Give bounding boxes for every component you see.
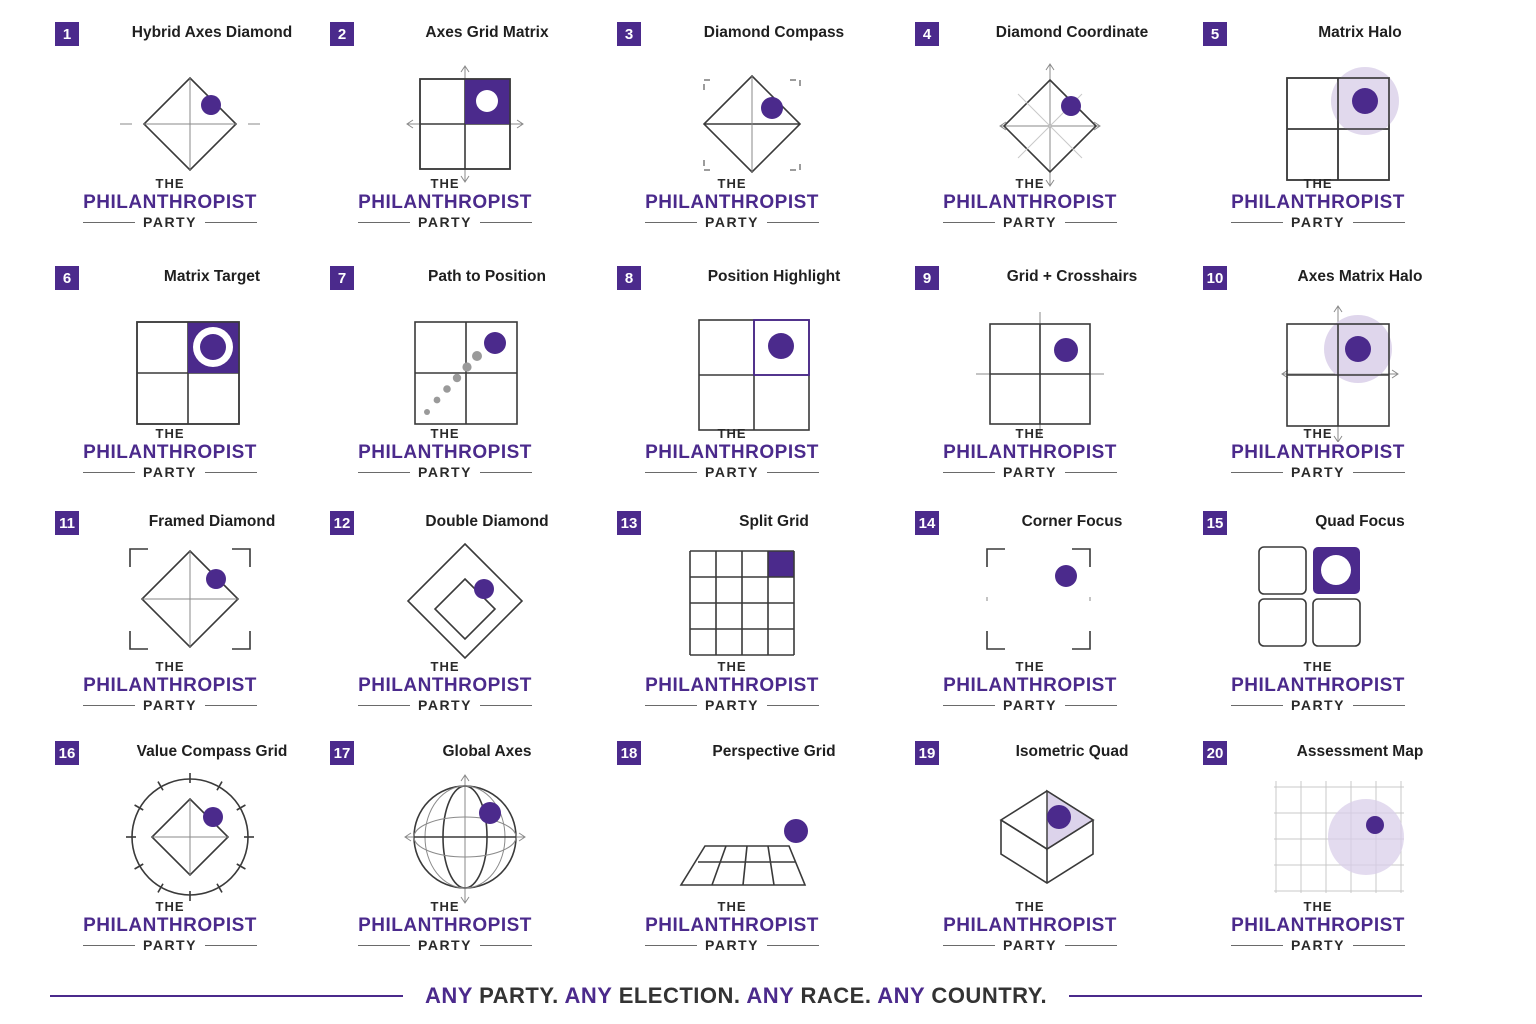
- wordmark-party: PARTY: [143, 214, 197, 230]
- wordmark-rule: [943, 945, 995, 946]
- wordmark-the: THE: [1303, 176, 1333, 191]
- concept-title: Diamond Coordinate: [995, 24, 1149, 41]
- wordmark-party: PARTY: [705, 937, 759, 953]
- wordmark-rule: [1231, 945, 1283, 946]
- logo-concept-card: [617, 266, 907, 506]
- wordmark-rule: [480, 945, 532, 946]
- party-wordmark: [330, 426, 560, 480]
- perspective-grid-icon: [662, 767, 862, 917]
- tagline-part: COUNTRY.: [924, 983, 1048, 1008]
- concept-number: 9: [915, 266, 939, 290]
- wordmark-rule: [1353, 472, 1405, 473]
- wordmark-the: THE: [430, 659, 460, 674]
- concept-number: 8: [617, 266, 641, 290]
- party-wordmark: [1203, 426, 1433, 480]
- tagline-part: ANY: [877, 983, 925, 1008]
- wordmark-the: THE: [717, 659, 747, 674]
- wordmark-party-row: [330, 464, 560, 480]
- concept-number: 6: [55, 266, 79, 290]
- wordmark-rule: [1231, 222, 1283, 223]
- wordmark-rule: [767, 945, 819, 946]
- wordmark-party: PARTY: [1003, 937, 1057, 953]
- wordmark-rule: [1353, 945, 1405, 946]
- logo-concept-card: [1203, 266, 1493, 506]
- axes-matrix-halo-icon: [1248, 292, 1448, 442]
- wordmark-name: PHILANTHROPIST: [83, 192, 257, 213]
- tagline-part: ANY: [424, 983, 473, 1008]
- wordmark-the: THE: [1015, 659, 1045, 674]
- wordmark-party: PARTY: [705, 214, 759, 230]
- wordmark-party: PARTY: [1291, 464, 1345, 480]
- tagline-rule-left: [50, 995, 403, 997]
- wordmark-rule: [205, 222, 257, 223]
- wordmark-name: PHILANTHROPIST: [645, 442, 819, 463]
- wordmark-party: PARTY: [143, 937, 197, 953]
- wordmark-rule: [1353, 222, 1405, 223]
- wordmark-rule: [83, 705, 135, 706]
- logo-concept-card: [330, 266, 620, 506]
- party-wordmark: [330, 659, 560, 713]
- logo-concept-card: [915, 22, 1205, 262]
- wordmark-rule: [358, 222, 410, 223]
- concept-number: 15: [1203, 511, 1227, 535]
- wordmark-rule: [767, 472, 819, 473]
- logo-concept-card: [1203, 22, 1493, 262]
- concept-title: Axes Grid Matrix: [425, 24, 549, 41]
- concept-title: Axes Matrix Halo: [1297, 268, 1423, 285]
- wordmark-the: THE: [1303, 899, 1333, 914]
- party-wordmark: [1203, 176, 1433, 230]
- wordmark-party-row: [1203, 937, 1433, 953]
- wordmark-party: PARTY: [418, 697, 472, 713]
- wordmark-name: PHILANTHROPIST: [645, 192, 819, 213]
- logo-concept-card: [915, 266, 1205, 506]
- wordmark-party: PARTY: [418, 464, 472, 480]
- wordmark-party-row: [330, 937, 560, 953]
- wordmark-name: PHILANTHROPIST: [1231, 442, 1405, 463]
- concept-number: 3: [617, 22, 641, 46]
- concept-title: Diamond Compass: [703, 24, 845, 41]
- wordmark-the: THE: [1015, 899, 1045, 914]
- wordmark-name: PHILANTHROPIST: [645, 915, 819, 936]
- concept-number: 4: [915, 22, 939, 46]
- wordmark-rule: [205, 472, 257, 473]
- wordmark-party: PARTY: [1003, 697, 1057, 713]
- grid-crosshairs-icon: [960, 292, 1160, 442]
- value-compass-grid-icon: [100, 767, 300, 917]
- party-wordmark: [915, 176, 1145, 230]
- wordmark-party-row: [617, 464, 847, 480]
- wordmark-party: PARTY: [1291, 697, 1345, 713]
- wordmark-rule: [83, 472, 135, 473]
- concept-title: Value Compass Grid: [136, 743, 288, 760]
- wordmark-rule: [1353, 705, 1405, 706]
- path-to-position-icon: [375, 292, 575, 442]
- concept-title: Hybrid Axes Diamond: [131, 24, 293, 41]
- logo-concept-card: [1203, 511, 1493, 751]
- concept-number: 12: [330, 511, 354, 535]
- concept-number: 14: [915, 511, 939, 535]
- concept-title: Matrix Target: [163, 268, 261, 285]
- party-wordmark: [1203, 659, 1433, 713]
- concept-number: 1: [55, 22, 79, 46]
- wordmark-the: THE: [717, 426, 747, 441]
- party-wordmark: [617, 176, 847, 230]
- party-wordmark: [55, 176, 285, 230]
- wordmark-the: THE: [1303, 659, 1333, 674]
- concept-number: 5: [1203, 22, 1227, 46]
- party-wordmark: [617, 659, 847, 713]
- wordmark-rule: [358, 472, 410, 473]
- wordmark-name: PHILANTHROPIST: [83, 675, 257, 696]
- wordmark-rule: [1065, 222, 1117, 223]
- wordmark-rule: [1231, 472, 1283, 473]
- logo-concept-card: [915, 511, 1205, 751]
- wordmark-rule: [83, 222, 135, 223]
- wordmark-rule: [358, 705, 410, 706]
- wordmark-name: PHILANTHROPIST: [943, 675, 1117, 696]
- wordmark-name: PHILANTHROPIST: [1231, 675, 1405, 696]
- party-wordmark: [617, 426, 847, 480]
- wordmark-the: THE: [155, 176, 185, 191]
- wordmark-party: PARTY: [705, 464, 759, 480]
- wordmark-the: THE: [717, 176, 747, 191]
- concept-title: Framed Diamond: [148, 513, 276, 530]
- global-axes-icon: [375, 767, 575, 917]
- logo-concept-card: [55, 22, 345, 262]
- concept-number: 11: [55, 511, 79, 535]
- wordmark-rule: [943, 705, 995, 706]
- wordmark-the: THE: [1015, 426, 1045, 441]
- wordmark-rule: [767, 705, 819, 706]
- tagline-part: PARTY.: [472, 983, 565, 1008]
- wordmark-party-row: [1203, 214, 1433, 230]
- wordmark-rule: [1065, 945, 1117, 946]
- party-wordmark: [915, 899, 1145, 953]
- wordmark-the: THE: [1303, 426, 1333, 441]
- matrix-target-icon: [100, 292, 300, 442]
- party-wordmark: [55, 426, 285, 480]
- wordmark-the: THE: [717, 899, 747, 914]
- wordmark-party: PARTY: [1003, 214, 1057, 230]
- wordmark-name: PHILANTHROPIST: [358, 675, 532, 696]
- wordmark-party-row: [330, 214, 560, 230]
- wordmark-party-row: [55, 464, 285, 480]
- concept-title: Matrix Halo: [1318, 24, 1402, 41]
- tagline-part: RACE.: [793, 983, 878, 1008]
- concept-title: Global Axes: [442, 743, 532, 760]
- wordmark-rule: [767, 222, 819, 223]
- wordmark-rule: [645, 222, 697, 223]
- concept-number: 2: [330, 22, 354, 46]
- logo-concept-card: [617, 511, 907, 751]
- tagline-rule-right: [1069, 995, 1422, 997]
- wordmark-party-row: [617, 697, 847, 713]
- logo-concept-card: [55, 741, 345, 981]
- concept-number: 19: [915, 741, 939, 765]
- concept-title: Split Grid: [739, 513, 809, 530]
- concept-title: Path to Position: [428, 268, 546, 285]
- concept-title: Grid + Crosshairs: [1006, 268, 1138, 285]
- wordmark-the: THE: [155, 899, 185, 914]
- assessment-map-icon: [1248, 767, 1448, 917]
- tagline-part: ELECTION.: [612, 983, 747, 1008]
- concept-number: 13: [617, 511, 641, 535]
- wordmark-name: PHILANTHROPIST: [645, 675, 819, 696]
- concept-title: Assessment Map: [1296, 743, 1424, 760]
- wordmark-rule: [205, 705, 257, 706]
- wordmark-name: PHILANTHROPIST: [943, 442, 1117, 463]
- wordmark-rule: [480, 472, 532, 473]
- wordmark-name: PHILANTHROPIST: [358, 192, 532, 213]
- concept-title: Corner Focus: [1021, 513, 1123, 530]
- wordmark-rule: [1231, 705, 1283, 706]
- wordmark-party: PARTY: [1003, 464, 1057, 480]
- wordmark-name: PHILANTHROPIST: [1231, 915, 1405, 936]
- wordmark-name: PHILANTHROPIST: [943, 915, 1117, 936]
- party-wordmark: [915, 659, 1145, 713]
- concept-number: 17: [330, 741, 354, 765]
- concept-number: 7: [330, 266, 354, 290]
- isometric-quad-icon: [960, 767, 1160, 917]
- wordmark-party-row: [915, 464, 1145, 480]
- wordmark-the: THE: [1015, 176, 1045, 191]
- wordmark-rule: [480, 705, 532, 706]
- concept-number: 20: [1203, 741, 1227, 765]
- wordmark-rule: [943, 472, 995, 473]
- logo-concept-card: [330, 741, 620, 981]
- wordmark-the: THE: [430, 176, 460, 191]
- concept-title: Double Diamond: [425, 513, 549, 530]
- wordmark-name: PHILANTHROPIST: [358, 442, 532, 463]
- wordmark-party-row: [55, 697, 285, 713]
- wordmark-party: PARTY: [418, 214, 472, 230]
- wordmark-party-row: [915, 697, 1145, 713]
- party-wordmark: [330, 176, 560, 230]
- wordmark-name: PHILANTHROPIST: [83, 442, 257, 463]
- wordmark-the: THE: [155, 426, 185, 441]
- wordmark-name: PHILANTHROPIST: [943, 192, 1117, 213]
- concept-title: Isometric Quad: [1015, 743, 1129, 760]
- wordmark-party-row: [330, 697, 560, 713]
- logo-concept-card: [1203, 741, 1493, 981]
- wordmark-rule: [205, 945, 257, 946]
- wordmark-the: THE: [430, 899, 460, 914]
- wordmark-rule: [645, 945, 697, 946]
- wordmark-name: PHILANTHROPIST: [1231, 192, 1405, 213]
- wordmark-party: PARTY: [1291, 214, 1345, 230]
- tagline: [403, 983, 1069, 1009]
- position-highlight-icon: [662, 292, 862, 442]
- party-wordmark: [915, 426, 1145, 480]
- concept-title: Perspective Grid: [712, 743, 836, 760]
- wordmark-rule: [645, 705, 697, 706]
- logo-concept-card: [330, 22, 620, 262]
- party-wordmark: [617, 899, 847, 953]
- party-wordmark: [330, 899, 560, 953]
- concept-number: 10: [1203, 266, 1227, 290]
- wordmark-rule: [1065, 705, 1117, 706]
- wordmark-party-row: [1203, 464, 1433, 480]
- tagline-footer: [50, 980, 1422, 1012]
- wordmark-name: PHILANTHROPIST: [83, 915, 257, 936]
- wordmark-party-row: [55, 937, 285, 953]
- logo-concept-card: [617, 741, 907, 981]
- wordmark-rule: [1065, 472, 1117, 473]
- logo-concept-card: [330, 511, 620, 751]
- wordmark-party-row: [1203, 697, 1433, 713]
- wordmark-rule: [645, 472, 697, 473]
- logo-concept-card: [915, 741, 1205, 981]
- concept-title: Quad Focus: [1315, 513, 1405, 530]
- logo-concept-card: [617, 22, 907, 262]
- tagline-part: ANY: [564, 983, 613, 1008]
- wordmark-party: PARTY: [705, 697, 759, 713]
- wordmark-party-row: [915, 937, 1145, 953]
- party-wordmark: [1203, 899, 1433, 953]
- party-wordmark: [55, 899, 285, 953]
- wordmark-rule: [358, 945, 410, 946]
- wordmark-party-row: [55, 214, 285, 230]
- logo-concept-card: [55, 266, 345, 506]
- wordmark-party: PARTY: [418, 937, 472, 953]
- wordmark-the: THE: [430, 426, 460, 441]
- tagline-part: ANY: [746, 983, 794, 1008]
- wordmark-party: PARTY: [143, 697, 197, 713]
- concept-number: 18: [617, 741, 641, 765]
- wordmark-rule: [480, 222, 532, 223]
- wordmark-the: THE: [155, 659, 185, 674]
- logo-concept-card: [55, 511, 345, 751]
- wordmark-rule: [83, 945, 135, 946]
- concept-title: Position Highlight: [707, 268, 841, 285]
- wordmark-party: PARTY: [143, 464, 197, 480]
- wordmark-party-row: [915, 214, 1145, 230]
- wordmark-party-row: [617, 937, 847, 953]
- wordmark-party-row: [617, 214, 847, 230]
- wordmark-rule: [943, 222, 995, 223]
- concept-number: 16: [55, 741, 79, 765]
- wordmark-party: PARTY: [1291, 937, 1345, 953]
- party-wordmark: [55, 659, 285, 713]
- wordmark-name: PHILANTHROPIST: [358, 915, 532, 936]
